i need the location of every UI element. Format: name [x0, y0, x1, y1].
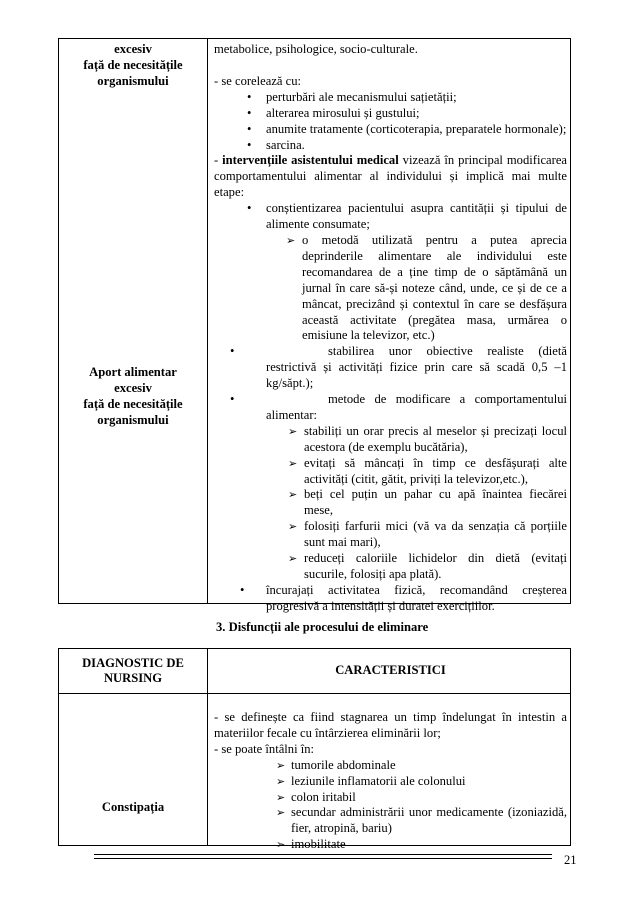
list-item: ➢ secundar administrării unor medicamente (izoniazidă, fier, atropină, bariu): [214, 805, 567, 837]
list-item: ➢ o metodă utilizată pentru a putea aprecia deprinderile alimentare ale individului este recomandarea de a ține timp de o săptămână un jurnal în care să-și noteze când, unde, ce și de ce a mâncat, precizând și contextul în care se desfășura această activitate (pregătea masa, urmărea o emisiune la televizor, etc.): [214, 233, 567, 344]
corelate-list: [214, 90, 567, 154]
list-item: ➢ leziunile inflamatorii ale colonului: [214, 774, 567, 790]
list-item: • anumite tratamente (corticoterapia, preparatele hormonale);: [214, 122, 567, 138]
table-row: [59, 694, 570, 852]
list-item: ➢ tumorile abdominale: [214, 758, 567, 774]
characteristics-column: [208, 39, 570, 613]
sub-list: [214, 233, 567, 344]
intro: - se poate întâlni în:: [214, 741, 315, 756]
steps-list-3: [214, 583, 567, 615]
characteristics-cell: [208, 694, 570, 852]
corelate-intro: - se corelează cu:: [214, 73, 302, 88]
list-item: ➢ evitați să mâncați în timp ce desfășurați alte activități (citit, gătit, priviți la televizor,etc.),: [214, 456, 567, 488]
definition: - se definește ca fiind stagnarea un timp îndelungat în intestin a materiilor fecale cu întârzierea eliminării lor;: [214, 710, 567, 740]
interventii-paragraph: - intervențiile asistentului medical vizează în principal modificarea comportamentului alimentar al individului și implică mai multe etape:: [214, 153, 568, 200]
page-number: 21: [564, 853, 577, 867]
steps-list-2: [214, 344, 567, 424]
diagnosis-table-continued: [58, 38, 571, 613]
footer-rule: [94, 854, 552, 859]
list-item: • metode de modificare a comportamentului alimentar:: [214, 392, 567, 424]
list-item: ➢ stabiliți un orar precis al meselor și precizați locul acestora (de exemplu bucătăria),: [214, 424, 567, 456]
header-characteristics: CARACTERISTICI: [335, 663, 446, 678]
diagnosis-label-top: excesiv față de necesitățile organismului: [83, 42, 183, 88]
metode-list: [214, 424, 567, 583]
table-header: [59, 649, 570, 694]
text-line: metabolice, psihologice, socio-culturale.: [214, 42, 418, 56]
header-diagnostic: DIAGNOSTIC DE NURSING: [59, 649, 208, 693]
steps-list: [214, 201, 567, 233]
list-item: ➢ imobilitate: [214, 837, 567, 853]
diagnosis-cell: Constipația: [59, 694, 208, 846]
section-title: 3. Disfuncții ale procesului de eliminare: [216, 620, 429, 634]
list-item: • stabilirea unor obiective realiste (dietă restrictivă și activități fizice prin care să scadă 0,5 –1 kg/săpt.);: [214, 344, 567, 392]
diagnosis-label: Aport alimentar excesiv față de necesitățile organismului: [83, 365, 183, 427]
list-item: • perturbări ale mecanismului sațietății;: [214, 90, 567, 106]
list-item: • încurajați activitatea fizică, recomandând creșterea progresivă a intensității și duratei exercițiilor.: [214, 583, 567, 615]
diagnosis-table: [58, 648, 571, 852]
list-item: • alterarea mirosului și gustului;: [214, 106, 567, 122]
causes-list: [214, 758, 567, 853]
list-item: • conștientizarea pacientului asupra cantității și tipului de alimente consumate;: [214, 201, 567, 233]
list-item: • sarcina.: [214, 138, 567, 154]
list-item: ➢ beți cel puțin un pahar cu apă înaintea fiecărei mese,: [214, 487, 567, 519]
list-item: ➢ colon iritabil: [214, 790, 567, 806]
list-item: ➢ folosiți farfurii mici (vă va da senzația că porțiile sunt mai mari),: [214, 519, 567, 551]
diagnosis-column: [59, 39, 208, 603]
list-item: ➢ reduceți caloriile lichidelor din dietă (evitați sucurile, folosiți apa plată).: [214, 551, 567, 583]
interventii-bold: intervențiile asistentului medical: [222, 153, 399, 168]
